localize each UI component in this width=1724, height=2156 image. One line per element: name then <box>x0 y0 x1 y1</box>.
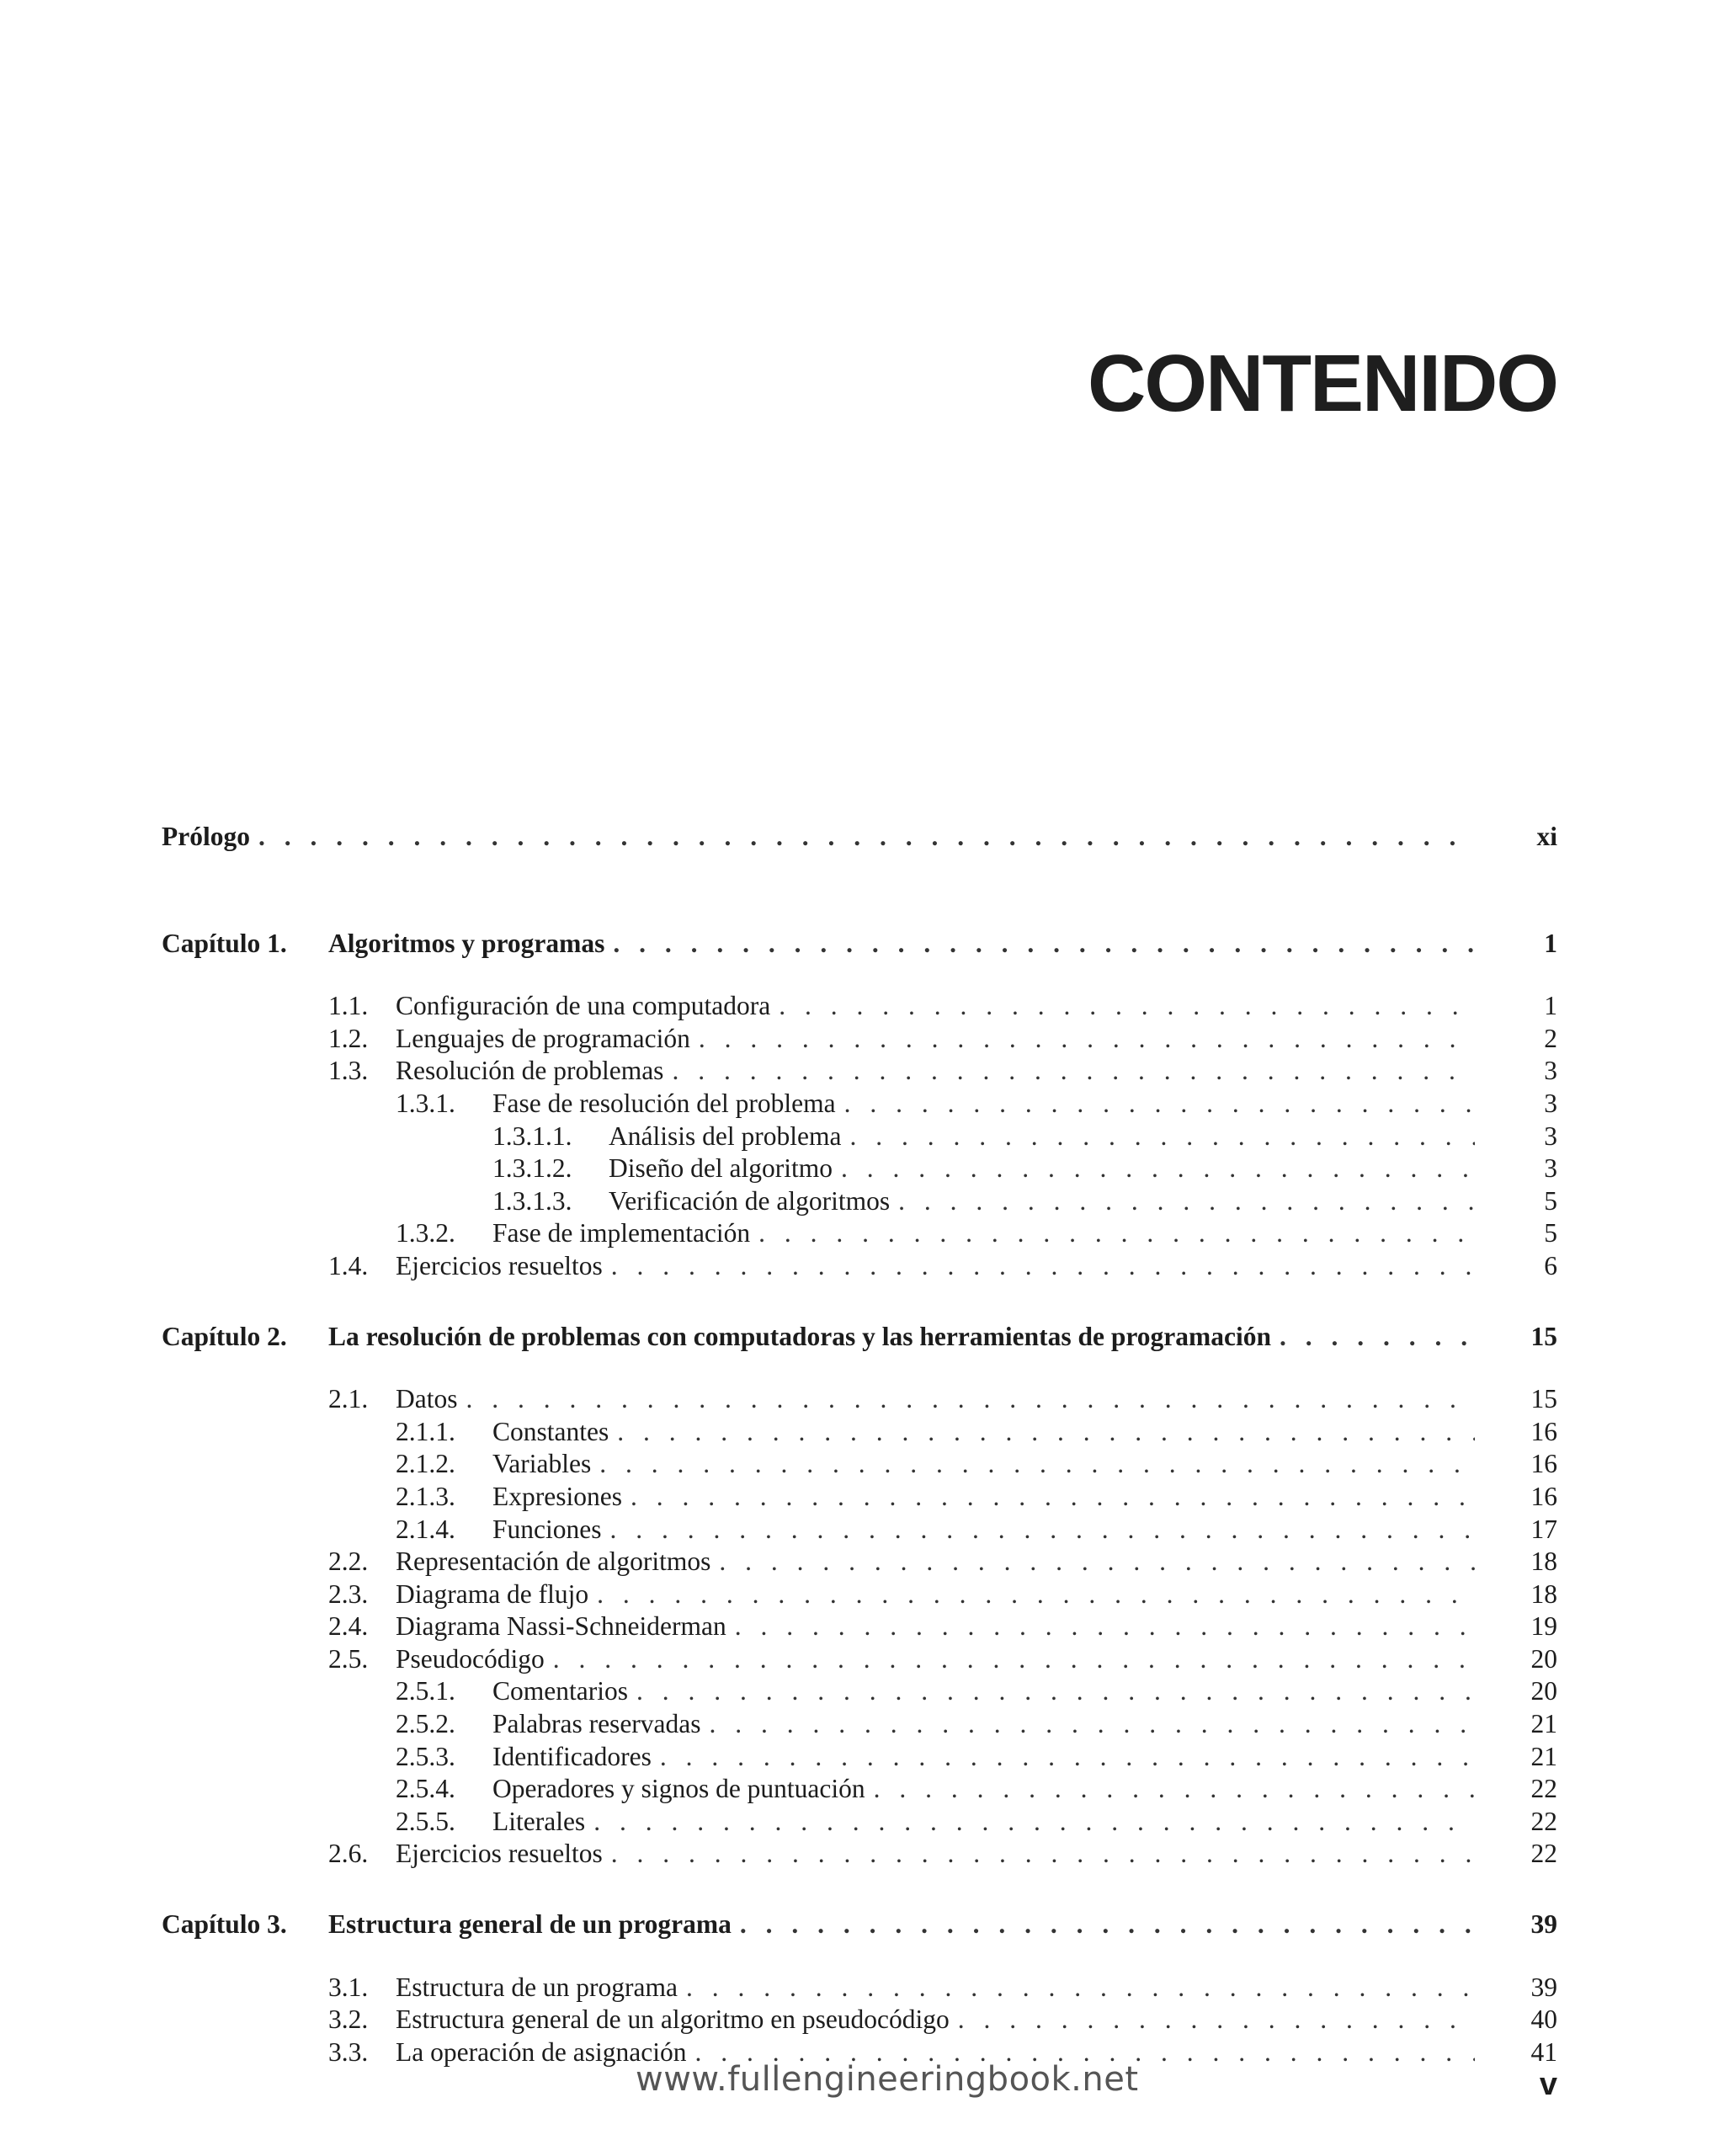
toc-entry-number: 3.1. <box>328 1972 369 2002</box>
toc-entry-row[interactable] <box>162 2004 1557 2036</box>
toc-entry-row[interactable] <box>162 1610 1557 1643</box>
dot-leader <box>599 1448 1475 1481</box>
toc-page-number: 39 <box>1530 1972 1557 2002</box>
dot-leader <box>672 1055 1475 1088</box>
toc-page-number: 16 <box>1530 1416 1557 1446</box>
toc-chapter-title: Estructura general de un programa <box>328 1909 732 1940</box>
dot-leader <box>258 821 1475 854</box>
dot-leader <box>958 2004 1475 2036</box>
dot-leader <box>758 1217 1475 1250</box>
toc-chapter-title: Algoritmos y programas <box>328 928 605 958</box>
dot-leader <box>611 1250 1475 1283</box>
toc-entry-number: 1.3.1.1. <box>492 1121 572 1151</box>
dot-leader <box>613 928 1475 961</box>
toc-entry-number: 2.1.2. <box>396 1449 455 1479</box>
toc-entry-number: 2.5.4. <box>396 1774 455 1804</box>
toc-entry-row[interactable] <box>162 1383 1557 1416</box>
toc-page-number: 19 <box>1530 1611 1557 1642</box>
dot-leader <box>844 1088 1475 1121</box>
toc-page-number: 18 <box>1530 1578 1557 1609</box>
toc-entry-number: 2.5.1. <box>396 1676 455 1706</box>
toc-entry-title: Pseudocódigo <box>396 1643 545 1674</box>
toc-page-number: 15 <box>1530 1321 1557 1351</box>
dot-leader <box>466 1383 1476 1416</box>
dot-leader <box>779 990 1475 1023</box>
toc-entry-title: Palabras reservadas <box>492 1709 701 1739</box>
toc-entry-number: 2.1.4. <box>396 1514 455 1544</box>
toc-entry-title: Fase de resolución del problema <box>492 1088 836 1118</box>
toc-entry-number: 1.2. <box>328 1023 369 1053</box>
toc-entry-row[interactable] <box>162 1972 1557 2004</box>
toc-entry-row[interactable] <box>162 1741 1557 1774</box>
toc-entry-number: 1.3.1. <box>396 1088 455 1118</box>
toc-spacer <box>162 1353 1557 1383</box>
toc-entry-number: 2.2. <box>328 1546 369 1577</box>
dot-leader <box>719 1546 1475 1578</box>
toc-page-number: 20 <box>1530 1676 1557 1706</box>
toc-entry-number: 2.6. <box>328 1839 369 1869</box>
toc-entry-title: Identificadores <box>492 1741 652 1771</box>
toc-page-number: 40 <box>1530 2004 1557 2035</box>
toc-entry-number: 2.1. <box>328 1384 369 1414</box>
dot-leader <box>740 1908 1475 1941</box>
toc-page-number: 5 <box>1544 1218 1557 1248</box>
toc-chapter-label: Capítulo 2. <box>162 1321 287 1351</box>
toc-page-number: 16 <box>1530 1449 1557 1479</box>
toc-page-number: 21 <box>1530 1709 1557 1739</box>
toc-spacer <box>162 1283 1557 1321</box>
toc-spacer <box>162 960 1557 990</box>
dot-leader <box>841 1153 1475 1185</box>
toc-entry-number: 2.4. <box>328 1611 369 1642</box>
dot-leader <box>874 1773 1475 1806</box>
dot-leader <box>898 1185 1475 1218</box>
toc-entry-title: Análisis del problema <box>609 1121 842 1151</box>
dot-leader <box>710 1708 1475 1741</box>
toc-entry-row[interactable] <box>162 1055 1557 1088</box>
toc-chapter-label: Capítulo 1. <box>162 928 287 958</box>
toc-entry-row[interactable] <box>162 1773 1557 1806</box>
toc-page-number: 41 <box>1530 2036 1557 2067</box>
toc-page-number: 3 <box>1544 1153 1557 1184</box>
toc-entry-row[interactable] <box>162 1088 1557 1121</box>
toc-prologue-row[interactable] <box>162 821 1557 854</box>
toc-entry-title: Lenguajes de programación <box>396 1023 690 1053</box>
toc-entry-row[interactable] <box>162 1121 1557 1153</box>
toc-entry-title: Ejercicios resueltos <box>396 1250 603 1280</box>
page-title: CONTENIDO <box>1088 338 1557 429</box>
toc-entry-number: 2.5.3. <box>396 1741 455 1771</box>
dot-leader <box>699 1023 1475 1056</box>
footer-url: www.fullengineeringbook.net <box>636 2060 1139 2099</box>
toc-entry-row[interactable] <box>162 1708 1557 1741</box>
toc-chapter-row[interactable] <box>162 1908 1557 1941</box>
toc-entry-title: Expresiones <box>492 1481 622 1511</box>
toc-entry-row[interactable] <box>162 1578 1557 1611</box>
toc-chapter-row[interactable] <box>162 928 1557 961</box>
toc-spacer <box>162 1871 1557 1908</box>
toc-entry-number: 2.5.2. <box>396 1709 455 1739</box>
toc-chapter-label: Capítulo 3. <box>162 1909 287 1940</box>
toc-entry-row[interactable] <box>162 1675 1557 1708</box>
dot-leader <box>1280 1321 1475 1354</box>
dot-leader <box>735 1610 1475 1643</box>
toc-entry-row[interactable] <box>162 1448 1557 1481</box>
toc-entry-row[interactable] <box>162 1806 1557 1839</box>
toc-page-number: 22 <box>1530 1839 1557 1869</box>
toc-entry-row[interactable] <box>162 990 1557 1023</box>
toc-page-number: 1 <box>1544 928 1557 958</box>
page-number: v <box>1539 2067 1557 2102</box>
toc-entry-row[interactable] <box>162 1217 1557 1250</box>
toc-entry-title: Verificación de algoritmos <box>609 1185 891 1216</box>
toc-entry-number: 1.3. <box>328 1056 369 1086</box>
toc-entry-title: Estructura general de un algoritmo en pseudocódigo <box>396 2004 950 2035</box>
dot-leader <box>631 1481 1475 1514</box>
toc-entry-number: 2.1.1. <box>396 1416 455 1446</box>
toc-spacer <box>162 1941 1557 1972</box>
toc-entry-title: Estructura de un programa <box>396 1972 678 2002</box>
toc-entry-row[interactable] <box>162 1481 1557 1514</box>
dot-leader <box>610 1514 1476 1546</box>
toc-page-number: 17 <box>1530 1514 1557 1544</box>
toc-entry-row[interactable] <box>162 1153 1557 1185</box>
toc-entry-row[interactable] <box>162 1643 1557 1676</box>
table-of-contents <box>162 821 1557 2068</box>
dot-leader <box>636 1675 1475 1708</box>
dot-leader <box>597 1578 1475 1611</box>
toc-page-number: 1 <box>1544 991 1557 1021</box>
toc-page-number: 6 <box>1544 1250 1557 1280</box>
toc-entry-number: 2.1.3. <box>396 1481 455 1511</box>
dot-leader <box>617 1416 1475 1449</box>
toc-entry-title: Configuración de una computadora <box>396 991 771 1021</box>
toc-entry-title: La operación de asignación <box>396 2036 687 2067</box>
toc-entry-row[interactable] <box>162 1250 1557 1283</box>
toc-entry-title: Datos <box>396 1384 458 1414</box>
toc-entry-row[interactable] <box>162 1514 1557 1546</box>
toc-entry-title: Ejercicios resueltos <box>396 1839 603 1869</box>
toc-page-number: 3 <box>1544 1056 1557 1086</box>
toc-page-number: xi <box>1536 822 1557 851</box>
toc-entry-title: Funciones <box>492 1514 602 1544</box>
toc-page-number: 3 <box>1544 1088 1557 1118</box>
toc-page-number: 15 <box>1530 1384 1557 1414</box>
toc-page-number: 39 <box>1530 1909 1557 1940</box>
toc-chapter-row[interactable] <box>162 1321 1557 1354</box>
dot-leader <box>686 1972 1475 2004</box>
toc-entry-number: 3.2. <box>328 2004 369 2035</box>
toc-page-number: 21 <box>1530 1741 1557 1771</box>
toc-entry-title: Constantes <box>492 1416 609 1446</box>
toc-entry-number: 1.1. <box>328 991 369 1021</box>
toc-entry-title: Operadores y signos de puntuación <box>492 1774 865 1804</box>
toc-page-number: 22 <box>1530 1806 1557 1836</box>
toc-entry-row[interactable] <box>162 1838 1557 1871</box>
toc-entry-title: Diagrama de flujo <box>396 1578 589 1609</box>
dot-leader <box>553 1643 1475 1676</box>
toc-spacer <box>162 854 1557 928</box>
toc-prologue-label: Prólogo <box>162 822 250 851</box>
toc-entry-number: 1.3.1.2. <box>492 1153 572 1184</box>
toc-entry-title: Fase de implementación <box>492 1218 751 1248</box>
toc-entry-number: 1.3.1.3. <box>492 1185 572 1216</box>
toc-page-number: 2 <box>1544 1023 1557 1053</box>
dot-leader <box>849 1121 1475 1153</box>
dot-leader <box>611 1838 1475 1871</box>
toc-entry-number: 1.4. <box>328 1250 369 1280</box>
toc-entry-row[interactable] <box>162 1546 1557 1578</box>
toc-entry-number: 3.3. <box>328 2036 369 2067</box>
toc-page-number: 3 <box>1544 1121 1557 1151</box>
toc-page-number: 20 <box>1530 1643 1557 1674</box>
toc-page-number: 16 <box>1530 1481 1557 1511</box>
dot-leader <box>593 1806 1475 1839</box>
toc-entry-number: 2.5.5. <box>396 1806 455 1836</box>
toc-page-number: 5 <box>1544 1185 1557 1216</box>
toc-page-number: 22 <box>1530 1774 1557 1804</box>
toc-entry-title: Representación de algoritmos <box>396 1546 711 1577</box>
toc-entry-title: Diseño del algoritmo <box>609 1153 833 1184</box>
dot-leader <box>660 1741 1475 1774</box>
toc-entry-title: Comentarios <box>492 1676 628 1706</box>
toc-entry-title: Variables <box>492 1449 592 1479</box>
toc-chapter-title: La resolución de problemas con computadoras y las herramientas de programación <box>328 1321 1271 1351</box>
toc-entry-title: Resolución de problemas <box>396 1056 664 1086</box>
toc-entry-number: 2.3. <box>328 1578 369 1609</box>
toc-entry-row[interactable] <box>162 1185 1557 1218</box>
toc-entry-row[interactable] <box>162 1416 1557 1449</box>
toc-entry-title: Diagrama Nassi-Schneiderman <box>396 1611 726 1642</box>
toc-entry-number: 2.5. <box>328 1643 369 1674</box>
toc-page-number: 18 <box>1530 1546 1557 1577</box>
toc-chapters <box>162 854 1557 2069</box>
toc-entry-row[interactable] <box>162 1023 1557 1056</box>
toc-entry-title: Literales <box>492 1806 586 1836</box>
toc-entry-number: 1.3.2. <box>396 1218 455 1248</box>
